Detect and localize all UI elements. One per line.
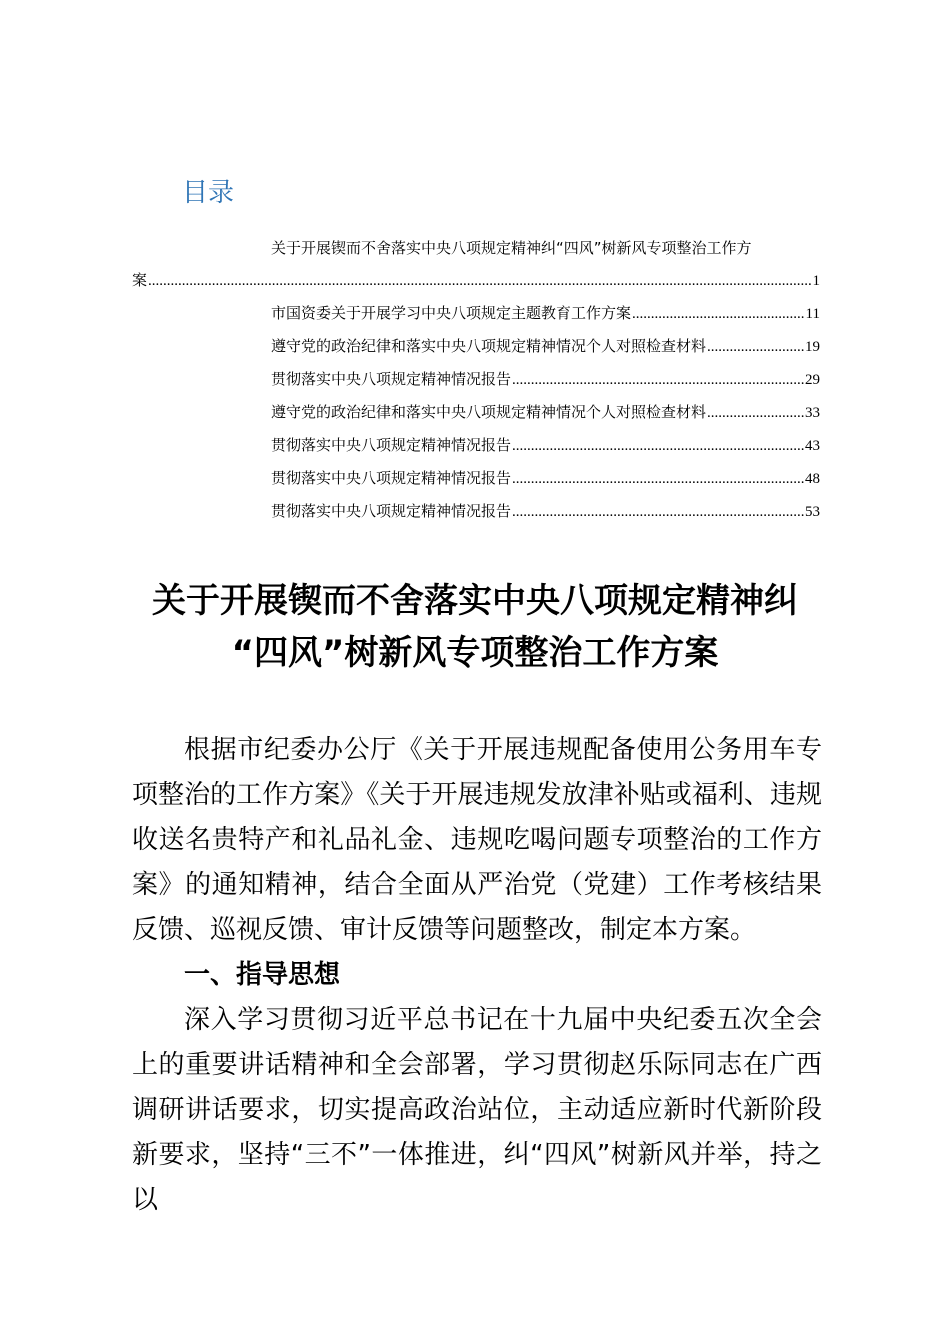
toc-entry[interactable] xyxy=(132,363,820,396)
toc-leader-dots xyxy=(632,298,805,330)
section-heading: 一、指导思想 xyxy=(184,960,341,990)
table-of-contents xyxy=(132,232,820,528)
toc-page-number: 29 xyxy=(805,372,820,388)
toc-leader-dots xyxy=(512,430,804,462)
toc-leader-dots xyxy=(512,364,804,396)
toc-leader-dots xyxy=(707,397,804,429)
toc-entry-title: 遵守党的政治纪律和落实中央八项规定精神情况个人对照检查材料 xyxy=(271,337,707,355)
toc-entry[interactable] xyxy=(132,429,820,462)
toc-page-number: 53 xyxy=(805,504,820,520)
toc-entry-title: 贯彻落实中央八项规定精神情况报告 xyxy=(271,370,512,388)
toc-entry-title: 遵守党的政治纪律和落实中央八项规定精神情况个人对照检查材料 xyxy=(271,403,707,421)
toc-entry[interactable] xyxy=(132,330,820,363)
body-paragraph: 根据市纪委办公厅《关于开展违规配备使用公务用车专项整治的工作方案》《关于开展违规发放津补贴或福利、违规收送名贵特产和礼品礼金、违规吃喝问题专项整治的工作方案》的通知精神，结合全面从严治党（党建）工作考核结果反馈、巡视反馈、审计反馈等问题整改，制定本方案。 xyxy=(132,735,822,945)
toc-entry[interactable] xyxy=(132,462,820,495)
toc-page-number: 19 xyxy=(805,339,820,355)
toc-entry[interactable] xyxy=(132,297,820,330)
toc-leader-dots xyxy=(707,331,804,363)
toc-entry-title-line2: 案 xyxy=(132,271,148,289)
toc-entry-title: 贯彻落实中央八项规定精神情况报告 xyxy=(271,502,512,520)
toc-page-number: 48 xyxy=(805,471,820,487)
toc-entry[interactable] xyxy=(132,396,820,429)
toc-page-number: 43 xyxy=(805,438,820,454)
toc-leader-dots xyxy=(148,265,811,297)
document-title-line2: “四风”树新风专项整治工作方案 xyxy=(231,633,719,673)
document-title xyxy=(100,575,850,679)
document-body xyxy=(132,728,822,1223)
toc-page-number: 33 xyxy=(805,405,820,421)
toc-page-number: 11 xyxy=(805,306,820,322)
toc-heading: 目录 xyxy=(182,178,235,208)
body-paragraph: 深入学习贯彻习近平总书记在十九届中央纪委五次全会上的重要讲话精神和全会部署，学习贯彻赵乐际同志在广西调研讲话要求，切实提高政治站位，主动适应新时代新阶段新要求，坚持“三不”一体推进，纠“四风”树新风并举，持之以 xyxy=(132,1005,822,1215)
toc-entry[interactable] xyxy=(132,232,820,297)
toc-entry-title: 贯彻落实中央八项规定精神情况报告 xyxy=(271,436,512,454)
document-title-line1: 关于开展锲而不舍落实中央八项规定精神纠 xyxy=(152,581,798,621)
toc-page-number: 1 xyxy=(812,273,820,289)
toc-entry-title: 市国资委关于开展学习中央八项规定主题教育工作方案 xyxy=(271,304,632,322)
toc-leader-dots xyxy=(512,496,804,528)
toc-entry-title: 贯彻落实中央八项规定精神情况报告 xyxy=(271,469,512,487)
toc-leader-dots xyxy=(512,463,804,495)
toc-entry-title-line1: 关于开展锲而不舍落实中央八项规定精神纠“四风”树新风专项整治工作方 xyxy=(271,239,752,257)
toc-entry[interactable] xyxy=(132,495,820,528)
